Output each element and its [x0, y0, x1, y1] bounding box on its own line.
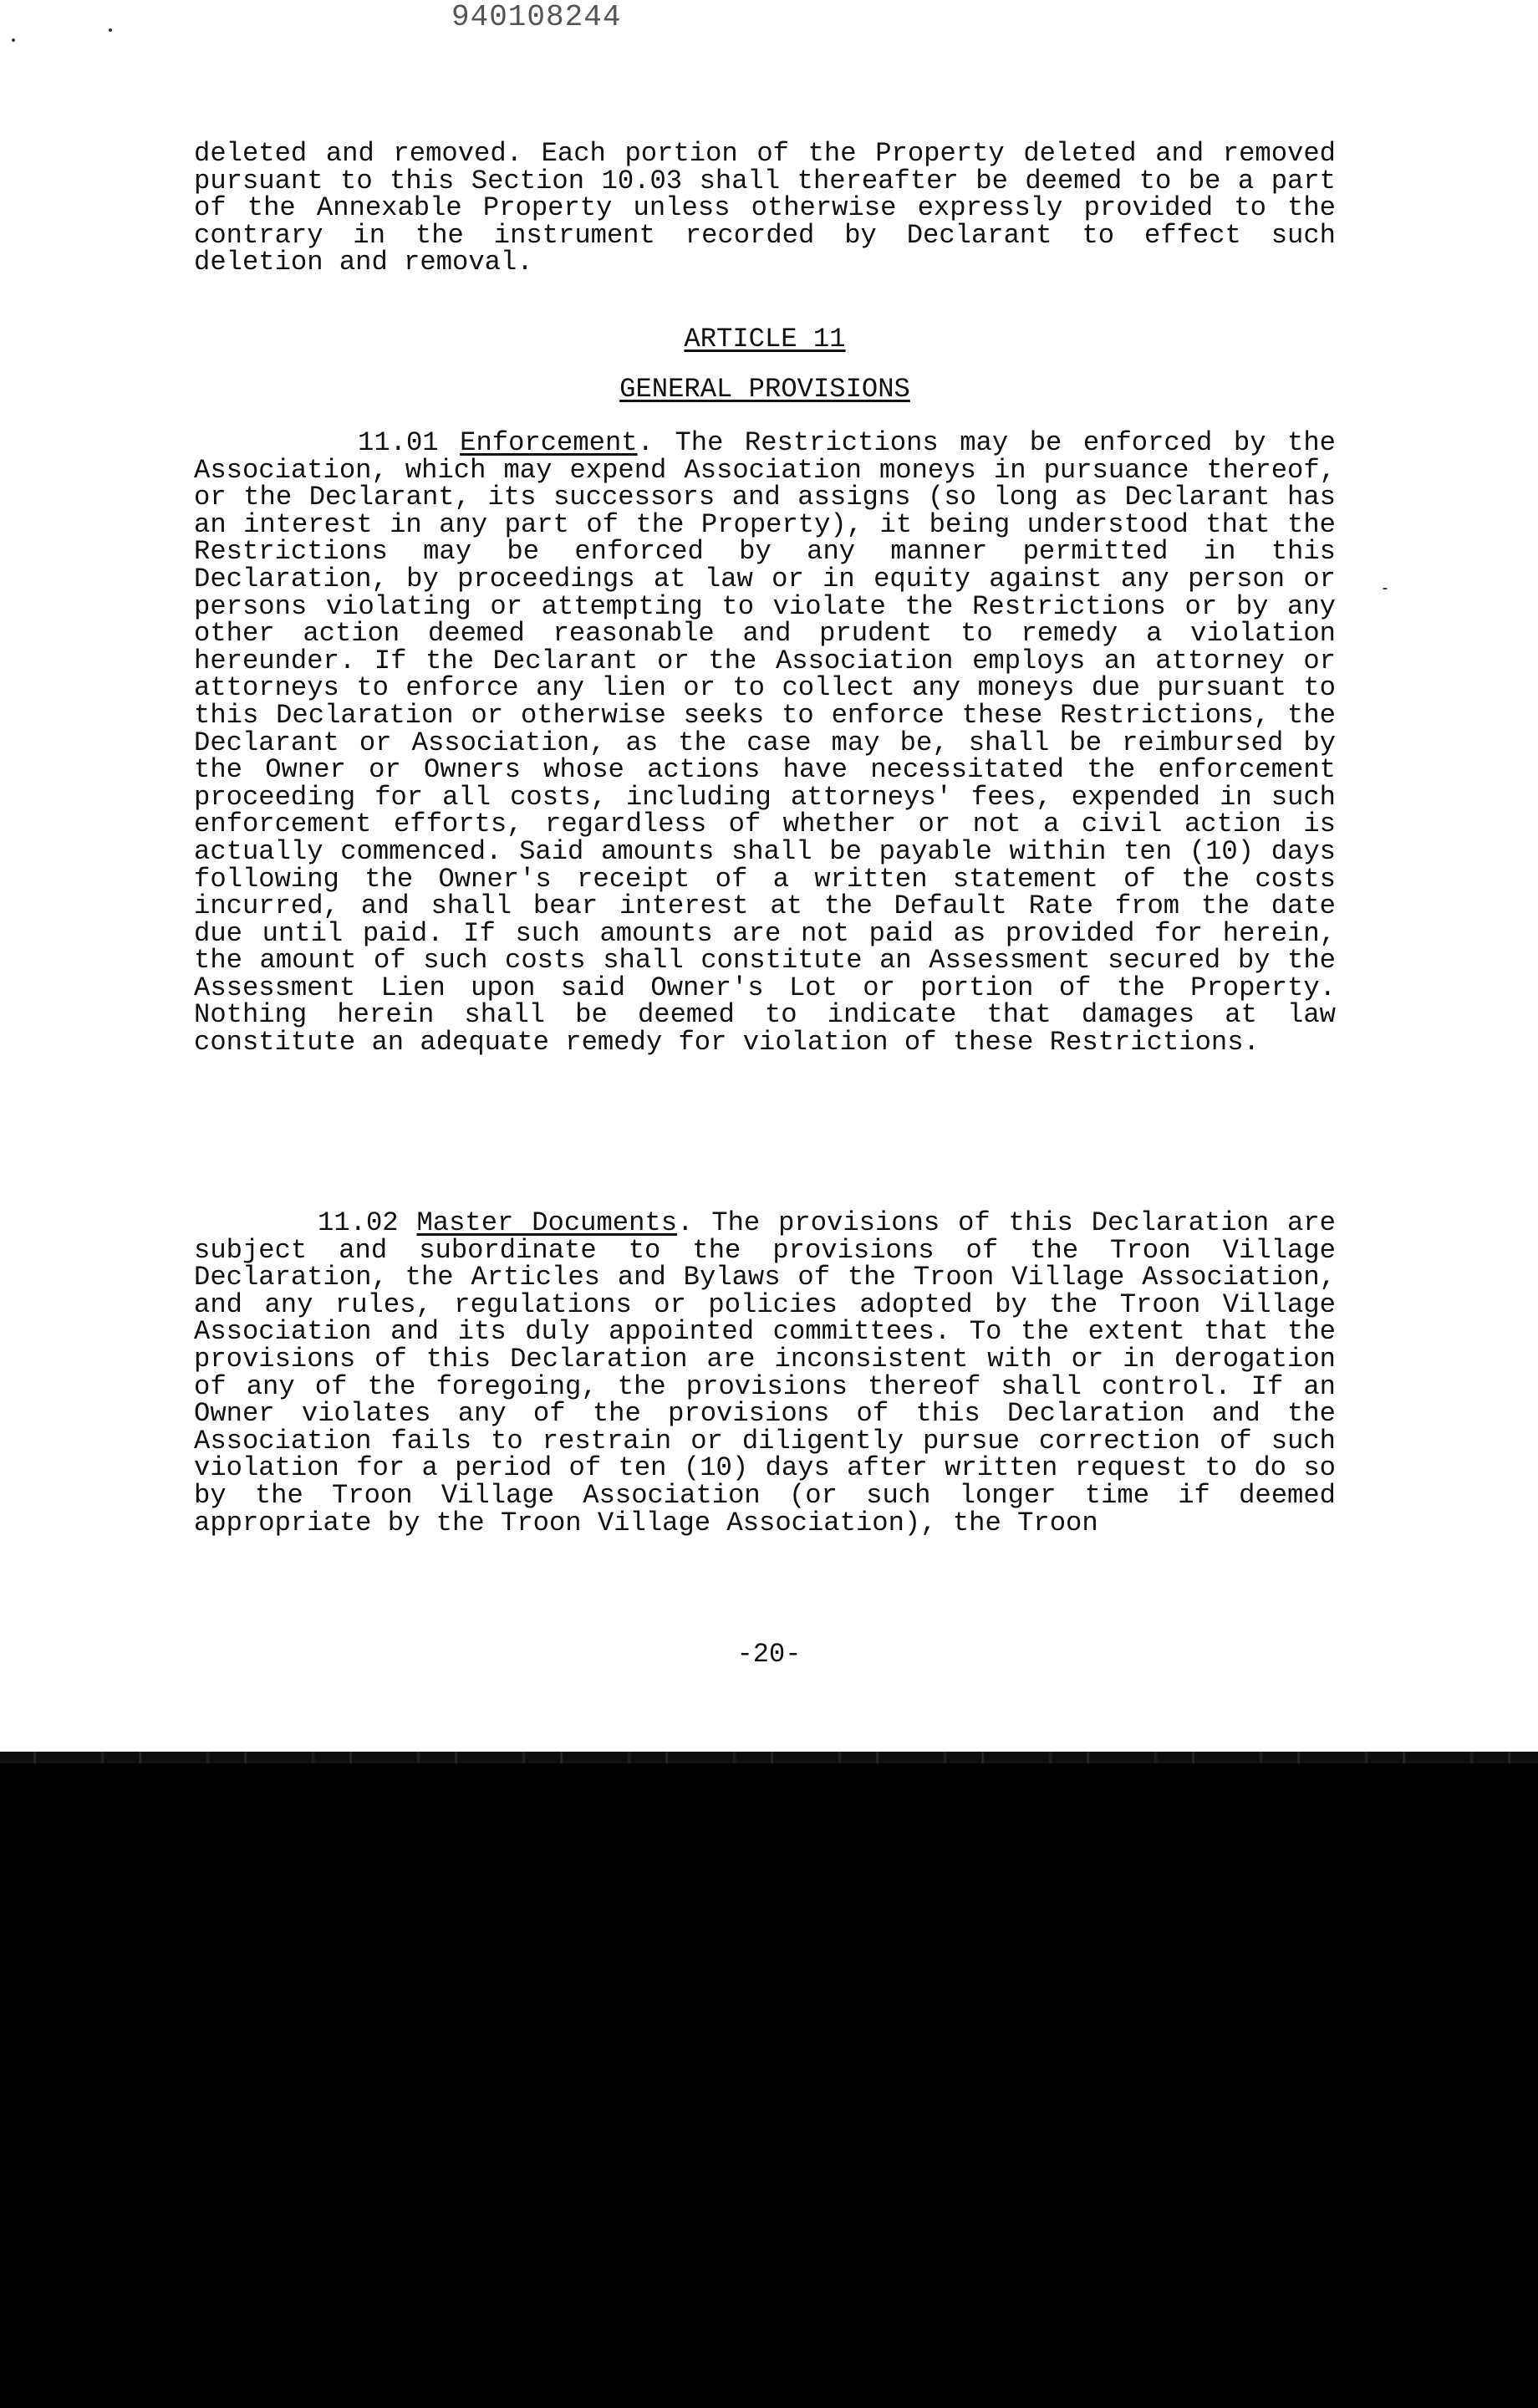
section-number: 11.02 — [318, 1207, 399, 1238]
scan-speck — [12, 38, 15, 42]
article-title-text: ARTICLE 11 — [684, 324, 846, 355]
scan-edge-noise — [0, 1752, 1538, 1763]
section-body: . The provisions of this Declaration are subject and subordinate to the provisions of the Troon Village Declaration, the Articles and Bylaws of the Troon Village Association, and any rules, regulations or policies adopted by the Troon Village Association and its duly appointed committees. To the extent that the provisions of this Declaration are inconsistent with or in derogation of any of the foregoing, the provisions thereof shall control. If an Owner violates any of the provisions of this Declaration and the Association fails to restrain or diligently pursue correction of such violation for a period of ten (10) days after written request to do so by the Troon Village Association (or such longer time if deemed appropriate by the Troon Village Association), the Troon — [194, 1207, 1336, 1538]
scan-speck — [109, 28, 112, 32]
document-number: 940108244 — [451, 0, 622, 34]
scan-speck — [1383, 588, 1388, 589]
article-subtitle-text: GENERAL PROVISIONS — [619, 374, 910, 405]
section-11-01 — [194, 427, 1336, 1059]
continued-paragraph: deleted and removed. Each portion of the Property deleted and removed pursuant to this Section 10.03 shall thereafter be deemed to be a part of the Annexable Property unless otherwise expressly provided to the contrary in the instrument recorded by Declarant to effect such deletion and removal. — [194, 138, 1336, 278]
page-number: -20- — [736, 1639, 802, 1670]
article-title — [194, 324, 1336, 355]
section-heading: Enforcement — [460, 427, 638, 458]
article-subtitle — [194, 375, 1336, 405]
section-heading: Master Documents — [416, 1207, 678, 1238]
section-number: 11.01 — [358, 427, 439, 458]
scan-black-area — [0, 1752, 1538, 2408]
section-body: . The Restrictions may be enforced by the Association, which may expend Association moneys in pursuance thereof, or the Declarant, its successors and assigns (so long as Declarant has an interest in any part of the Property), it being understood that the Restrictions may be enforced by any manner permitted in this Declaration, by proceedings at law or in equity against any person or persons violating or attempting to violate the Restrictions or by any other action deemed reasonable and prudent to remedy a violation hereunder. If the Declarant or the Association employs an attorney or attorneys to enforce any lien or to collect any moneys due pursuant to this Declaration or otherwise seeks to enforce these Restrictions, the Declarant or Association, as the case may be, shall be reimbursed by the Owner or Owners whose actions have necessitated the enforcement proceeding for all costs, including attorneys' fees, expended in such enforcement efforts, regardless of whether or not a civil action is actually commenced. Said amounts shall be payable within ten (10) days following the Owner's receipt of a written statement of the costs incurred, and shall bear interest at the Default Rate from the date due until paid. If such amounts are not paid as provided for herein, the amount of such costs shall constitute an Assessment secured by the Assessment Lien upon said Owner's Lot or portion of the Property. Nothing herein shall be deemed to indicate that damages at law constitute an adequate remedy for violation of these Restrictions. — [194, 427, 1336, 1059]
section-11-02 — [194, 1207, 1336, 1538]
